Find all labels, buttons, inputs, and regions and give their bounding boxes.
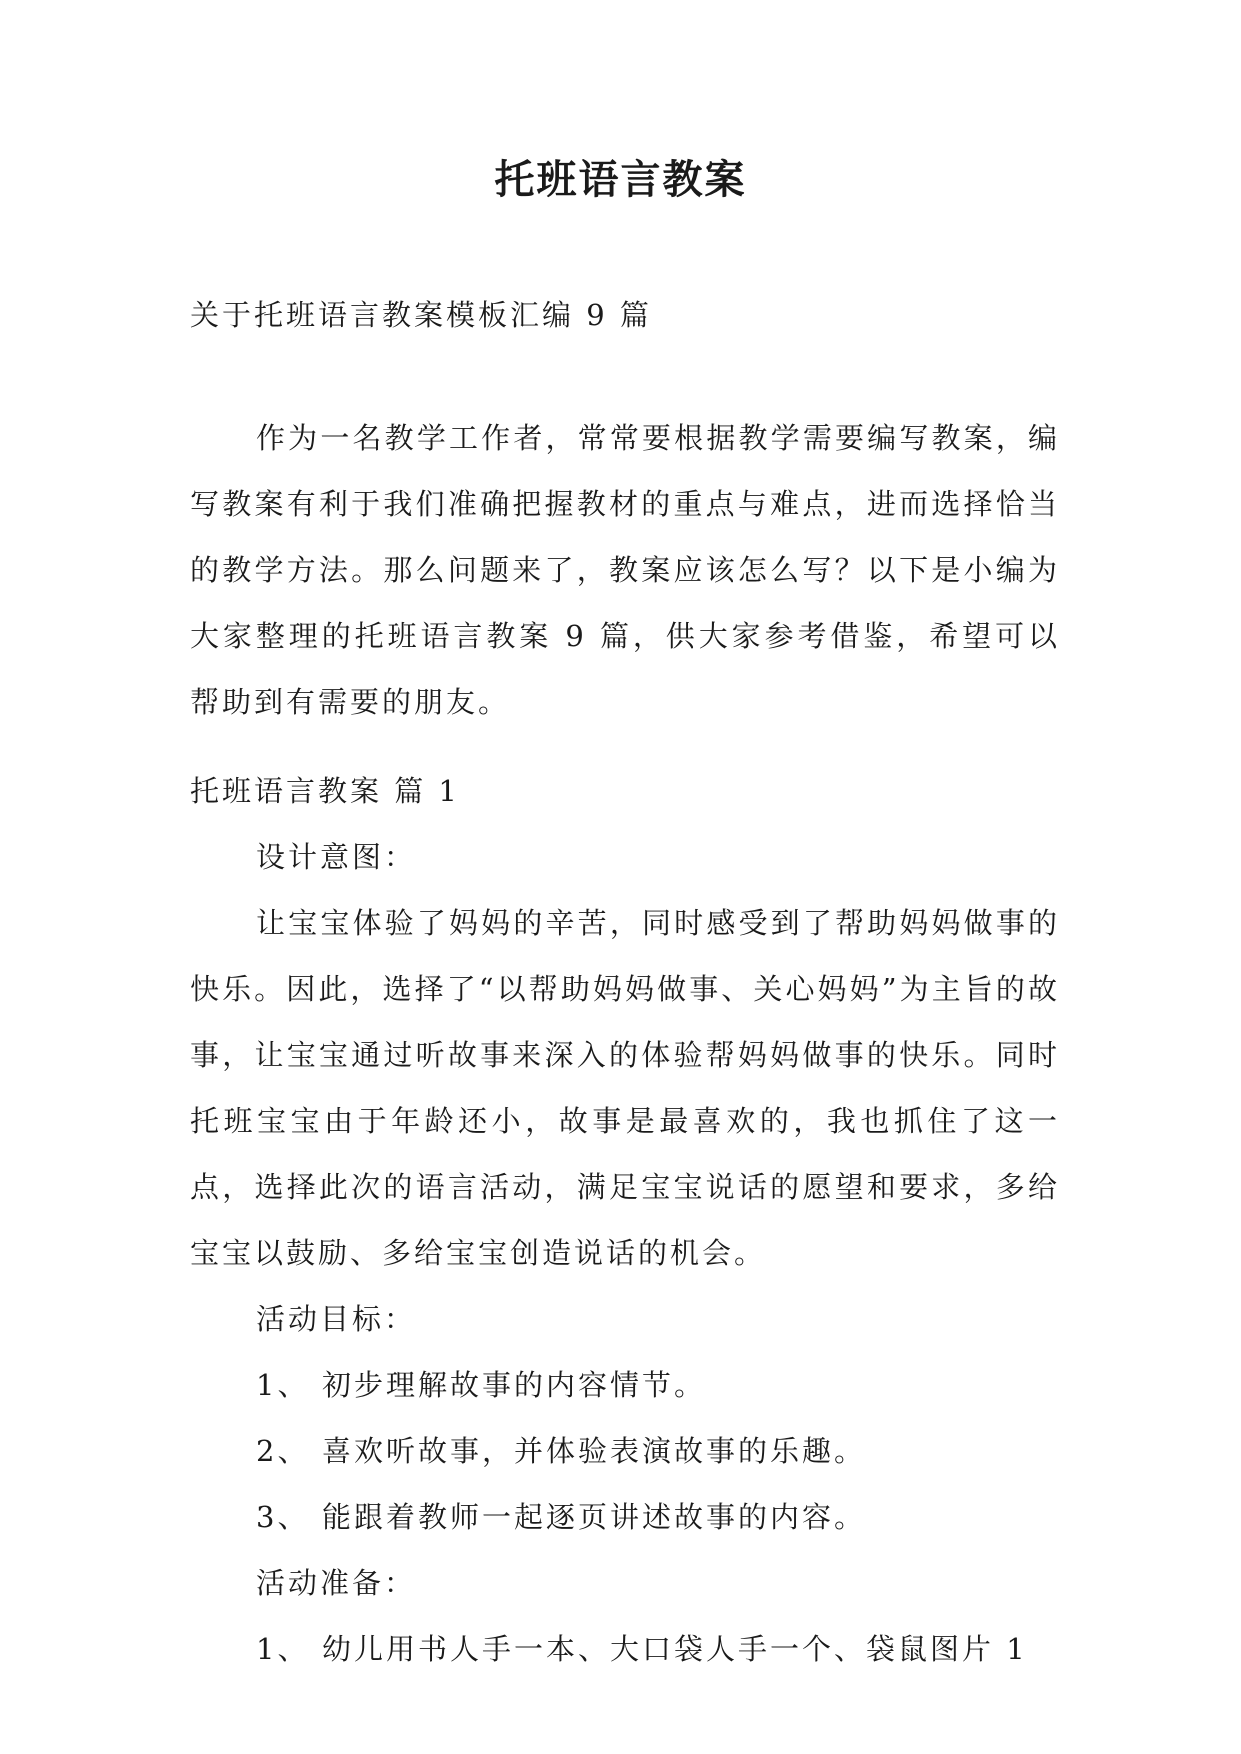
prep-text: 幼儿用书人手一本、大口袋人手一个、袋鼠图片 1 xyxy=(322,1632,1028,1666)
activity-goals-label: 活动目标： xyxy=(256,1302,417,1336)
activity-prep-label: 活动准备： xyxy=(256,1566,417,1600)
goal-text: 喜欢听故事，并体验表演故事的乐趣。 xyxy=(322,1434,867,1468)
goal-item xyxy=(190,1418,1060,1484)
prep-item xyxy=(190,1616,1060,1682)
section-heading: 托班语言教案 篇 1 xyxy=(190,774,460,808)
goal-text: 初步理解故事的内容情节。 xyxy=(322,1368,707,1402)
goal-number: 3、 xyxy=(256,1500,310,1534)
intro-paragraph: 作为一名教学工作者，常常要根据教学需要编写教案，编写教案有利于我们准确把握教材的重点与难点，进而选择恰当的教学方法。那么问题来了，教案应该怎么写？以下是小编为大家整理的托班语言教案 9 篇，供大家参考借鉴，希望可以帮助到有需要的朋友。 xyxy=(190,421,1060,719)
section-1 xyxy=(190,758,1060,1682)
goal-item xyxy=(190,1484,1060,1550)
goal-text: 能跟着教师一起逐页讲述故事的内容。 xyxy=(322,1500,867,1534)
design-intent-paragraph: 让宝宝体验了妈妈的辛苦，同时感受到了帮助妈妈做事的快乐。因此，选择了“以帮助妈妈做事、关心妈妈”为主旨的故事，让宝宝通过听故事来深入的体验帮妈妈做事的快乐。同时托班宝宝由于年龄还小，故事是最喜欢的，我也抓住了这一点，选择此次的语言活动，满足宝宝说话的愿望和要求，多给宝宝以鼓励、多给宝宝创造说话的机会。 xyxy=(190,906,1060,1270)
design-intent-label: 设计意图： xyxy=(256,840,417,874)
prep-number: 1、 xyxy=(256,1632,310,1666)
goal-item xyxy=(190,1352,1060,1418)
goal-number: 2、 xyxy=(256,1434,310,1468)
goal-number: 1、 xyxy=(256,1368,310,1402)
document-title: 托班语言教案 xyxy=(494,156,747,203)
document-subtitle: 关于托班语言教案模板汇编 9 篇 xyxy=(190,298,652,332)
